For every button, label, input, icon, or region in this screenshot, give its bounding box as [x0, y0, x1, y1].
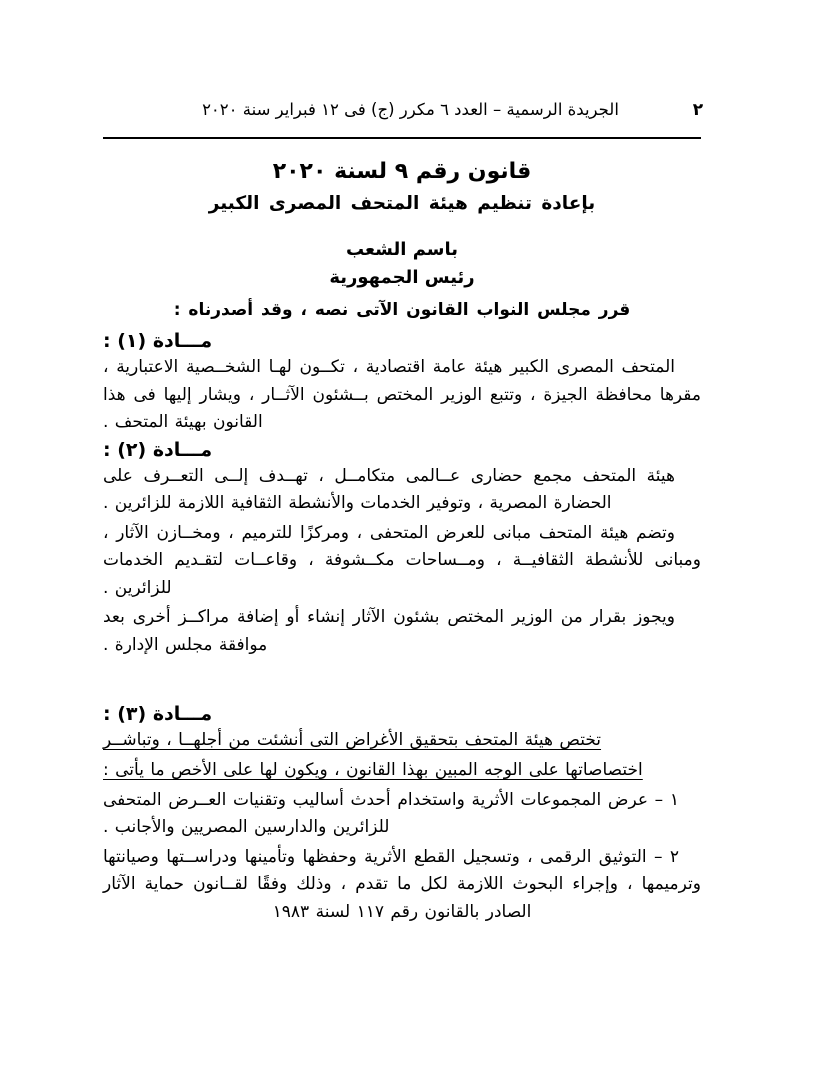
running-header — [103, 100, 718, 120]
article-1-paragraph-1: المتحف المصرى الكبير هيئة عامة اقتصادية ، تكــون لهـا الشخــصية الاعتبارية ، مقرها محافظة الجيزة ، وتتبع الوزير المختص بــشئون الآثــار ، ويشار إليها فى هذا القانون بهيئة المتحف . — [103, 357, 701, 433]
page-number: ٢ — [692, 100, 704, 120]
decree-statement: قرر مجلس النواب القانون الآتى نصه ، وقد أصدرناه : — [173, 300, 631, 321]
law-title: قانون رقم ٩ لسنة ٢٠٢٠ — [272, 159, 532, 184]
article-3-item-1: ١ – عرض المجموعات الأثرية واستخدام أحدث أساليب وتقنيات العــرض المتحفى للزائرين والدارسين المصريين والأجانب . — [103, 789, 679, 838]
article-2-paragraph-1: هيئة المتحف مجمع حضارى عــالمى متكامــل ، تهــدف إلــى التعــرف على الحضارة المصرية ، وتوفير الخدمات والأنشطة الثقافية اللازمة للزائرين . — [103, 465, 675, 514]
article-2-paragraph-3: ويجوز بقرار من الوزير المختص بشئون الآثار إنشاء أو إضافة مراكــز أخرى بعد موافقة مجلس الإدارة . — [103, 607, 675, 655]
section-spacer — [103, 661, 701, 701]
article-2-paragraph-2: وتضم هيئة المتحف مبانى للعرض المتحفى ، ومركزًا للترميم ، ومخــازن الآثار ، ومبانى للأنشطة الثقافيــة ، ومــساحات مكــشوفة ، وقاعــات لتقـديم الخدمات للزائرين . — [103, 522, 701, 598]
president-of-the-republic: رئيس الجمهورية — [329, 266, 475, 288]
in-name-of-the-people: باسم الشعب — [345, 238, 459, 260]
article-heading-2: مـــادة (٢) : — [103, 438, 213, 461]
document-body — [103, 158, 701, 928]
law-subtitle: بإعادة تنظيم هيئة المتحف المصرى الكبير — [208, 192, 596, 214]
article-heading-3: مـــادة (٣) : — [103, 703, 213, 726]
article-heading-1: مـــادة (١) : — [103, 330, 213, 353]
masthead-text: الجريدة الرسمية – العدد ٦ مكرر (ج) فى ١٢ فبراير سنة ٢٠٢٠ — [202, 100, 619, 119]
header-divider — [103, 137, 701, 139]
article-3-paragraph-2: اختصاصاتها على الوجه المبين بهذا القانون ، ويكون لها على الأخص ما يأتى : — [103, 759, 643, 780]
article-3-paragraph-1: تختص هيئة المتحف بتحقيق الأغراض التى أنشئت من أجلهــا ، وتباشــر — [103, 730, 602, 751]
article-3-item-2: ٢ – التوثيق الرقمى ، وتسجيل القطع الأثرية وحفظها وتأمينها ودراســتها وصيانتها وترميمها ، وإجراء البحوث اللازمة لكل ما تقدم ، وذلك وفقًا لقــانون حماية الآثار الصادر بالقانون رقم ١١٧ لسنة ١٩٨٣ — [103, 846, 701, 922]
